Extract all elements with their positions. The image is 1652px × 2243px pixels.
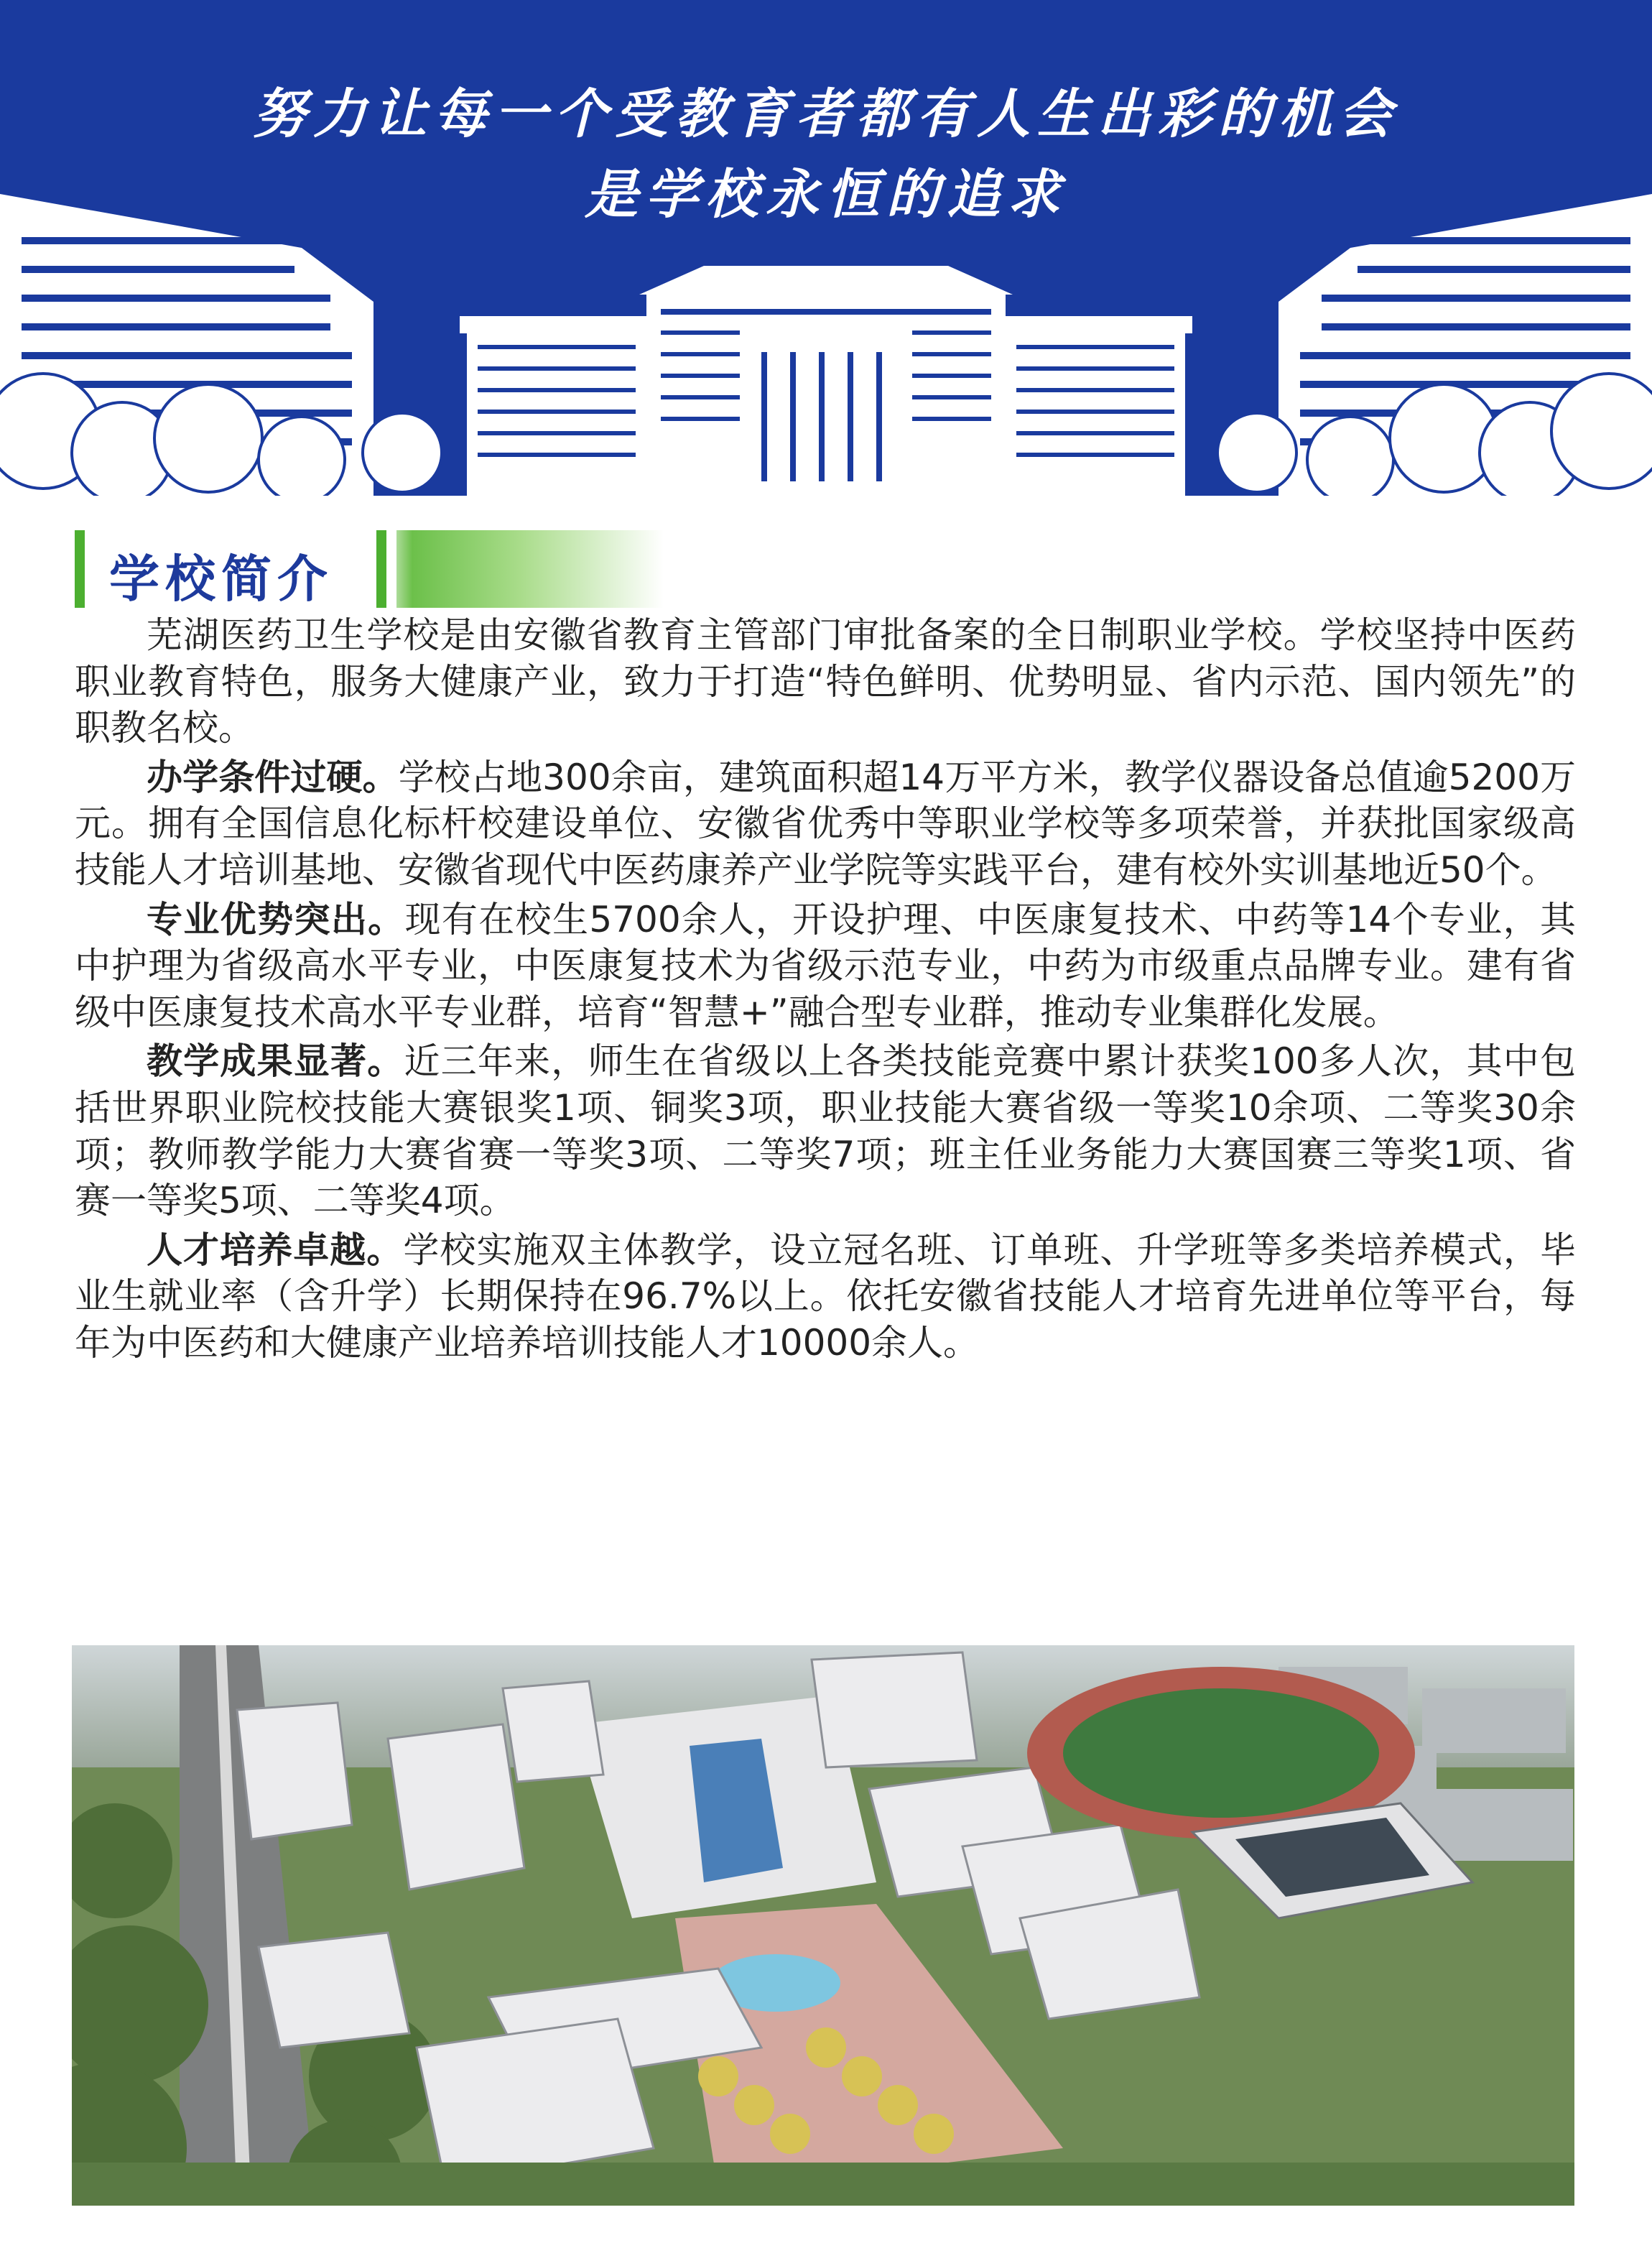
paragraph-lead: 专业优势突出。 [147, 898, 405, 940]
paragraph-talent [75, 1227, 1576, 1366]
paragraph-text: 近三年来，师生在省级以上各类技能竞赛中累计获奖100多人次，其中包括世界职业院校技能大赛银奖1项、铜奖3项，职业技能大赛省级一等奖10余项、二等奖30余项；教师教学能力大赛省赛一等奖3项、二等奖7项；班主任业务能力大赛国赛三等奖1项、省赛一等奖5项、二等奖4项。 [75, 1040, 1577, 1222]
paragraph-lead: 办学条件过硬。 [147, 756, 399, 798]
section-title: 学校简介 [109, 550, 333, 609]
paragraph-majors [75, 897, 1576, 1036]
intro-content [75, 612, 1576, 1369]
header-banner [0, 0, 1652, 507]
paragraph-text: 学校实施双主体教学，设立冠名班、订单班、升学班等多类培养模式，毕业生就业率（含升学）长期保持在96.7%以上。依托安徽省技能人才培育先进单位等平台，每年为中医药和大健康产业培养培训技能人才10000余人。 [75, 1229, 1577, 1364]
paragraph-intro [75, 612, 1576, 751]
paragraph-lead: 教学成果显著。 [147, 1040, 404, 1083]
paragraph-lead: 人才培养卓越。 [147, 1229, 404, 1271]
section-heading [75, 530, 664, 608]
campus-aerial-photo [72, 1645, 1574, 2206]
paragraph-achievements [75, 1038, 1576, 1224]
campus-aerial-illustration [72, 1645, 1574, 2206]
paragraph-text: 芜湖医药卫生学校是由安徽省教育主管部门审批备案的全日制职业学校。学校坚持中医药职业教育特色，服务大健康产业，致力于打造“特色鲜明、优势明显、省内示范、国内领先”的职教名校。 [75, 614, 1576, 749]
heading-accent-bar [75, 530, 85, 608]
slogan-line-1: 努力让每一个受教育者都有人生出彩的机会 [253, 83, 1399, 145]
paragraph-facilities [75, 754, 1576, 894]
paragraph-text: 学校占地300余亩，建筑面积超14万平方米，教学仪器设备总值逾5200万元。拥有全国信息化标杆校建设单位、安徽省优秀中等职业学校等多项荣誉，并获批国家级高技能人才培训基地、安徽省现代中医药康养产业学院等实践平台，建有校外实训基地近50个。 [75, 756, 1576, 891]
heading-accent-bar-right [376, 530, 396, 608]
slogan-line-2: 是学校永恒的追求 [585, 164, 1067, 226]
paragraph-text: 现有在校生5700余人，开设护理、中医康复技术、中药等14个专业，其中护理为省级高水平专业，中医康复技术为省级示范专业，中药为市级重点品牌专业。建有省级中医康复技术高水平专业群，培育“智慧+”融合型专业群，推动专业集群化发展。 [75, 898, 1577, 1033]
